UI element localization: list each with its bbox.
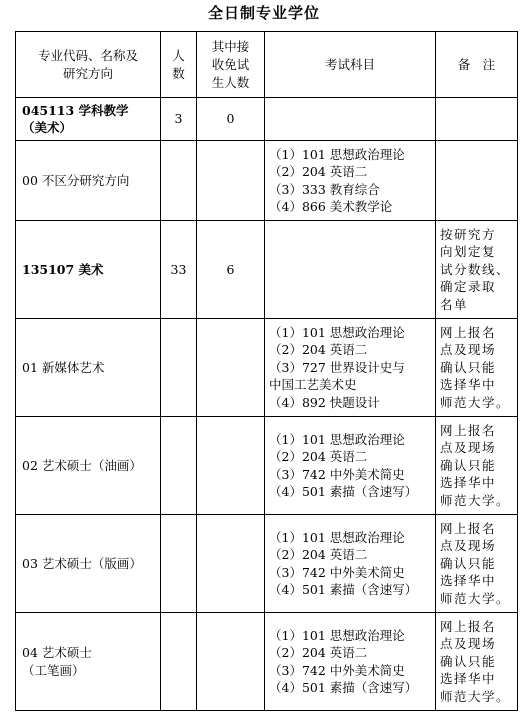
- major-cell: [16, 613, 161, 711]
- subject-line: （3）742 中外美术简史: [269, 466, 405, 482]
- note-cell: [436, 417, 518, 515]
- header-count: [161, 32, 197, 98]
- note-line: 师范大学。: [440, 492, 511, 508]
- exempt-cell: [197, 613, 265, 711]
- note-line: 点及现场: [440, 636, 497, 652]
- count-cell: [161, 141, 197, 221]
- header-exempt-line: 生人数: [211, 74, 250, 90]
- exempt-cell: [197, 319, 265, 417]
- count-cell: [161, 515, 197, 613]
- note-line: 向划定复: [440, 244, 497, 260]
- note-line: 点及现场: [440, 342, 497, 358]
- header-count-line: 人: [172, 47, 185, 63]
- note-line: 选择华中: [440, 573, 497, 589]
- note-line: 点及现场: [440, 538, 497, 554]
- subject-line: （4）866 美术教学论: [269, 199, 393, 214]
- note-cell: [436, 613, 518, 711]
- header-major-line: 研究方向: [62, 65, 113, 81]
- major-line: 01 新媒体艺术: [22, 359, 105, 375]
- subject-line: （2）204 英语二: [269, 645, 368, 660]
- count-cell: 3: [161, 98, 197, 141]
- subjects-cell: [265, 319, 436, 417]
- subject-line: （1）101 思想政治理论: [269, 627, 405, 643]
- count-cell: [161, 319, 197, 417]
- major-cell: [16, 417, 161, 515]
- subjects-cell: [265, 221, 436, 319]
- subject-line: （2）204 英语二: [269, 342, 368, 358]
- table-row: [16, 319, 518, 417]
- exempt-cell: [197, 515, 265, 613]
- note-line: 网上报名: [440, 422, 497, 438]
- note-line: 网上报名: [440, 520, 497, 536]
- subject-line: （1）101 思想政治理论: [269, 529, 405, 545]
- major-line: 045113 学科教学: [22, 102, 129, 118]
- subject-line: （1）101 思想政治理论: [269, 146, 405, 162]
- subject-line: （4）501 素描（含速写）: [269, 484, 418, 499]
- table-row: [16, 417, 518, 515]
- subjects-cell: [265, 613, 436, 711]
- header-major: [16, 32, 161, 98]
- major-cell: [16, 319, 161, 417]
- subject-line: （3）727 世界设计史与: [269, 359, 405, 375]
- header-row: [16, 32, 518, 98]
- major-line: 02 艺术硕士（油画）: [22, 457, 142, 473]
- note-line: 师范大学。: [440, 590, 511, 606]
- count-cell: [161, 417, 197, 515]
- admissions-table: [15, 31, 518, 711]
- count-cell: [161, 613, 197, 711]
- subject-line: （2）204 英语二: [269, 547, 368, 562]
- table-row: [16, 221, 518, 319]
- subject-line: （3）742 中外美术简史: [269, 662, 405, 678]
- note-line: 确定录取: [440, 279, 497, 295]
- exempt-cell: [197, 141, 265, 221]
- subject-line: （4）501 素描（含速写）: [269, 582, 418, 597]
- note-line: 确认只能: [440, 457, 497, 473]
- note-line: 确认只能: [440, 359, 497, 375]
- note-cell: [436, 98, 518, 141]
- table-row: [16, 613, 518, 711]
- header-note: 备 注: [436, 32, 518, 98]
- note-cell: [436, 141, 518, 221]
- subject-line: （2）204 英语二: [269, 449, 368, 464]
- note-line: 选择华中: [440, 377, 497, 393]
- header-major-line: 专业代码、名称及: [37, 47, 138, 63]
- note-line: 网上报名: [440, 324, 497, 340]
- subjects-cell: [265, 515, 436, 613]
- subjects-cell: [265, 98, 436, 141]
- subject-line: （1）101 思想政治理论: [269, 431, 405, 447]
- exempt-cell: 6: [197, 221, 265, 319]
- note-line: 师范大学。: [440, 688, 511, 704]
- header-exempt: [197, 32, 265, 98]
- note-cell: [436, 319, 518, 417]
- subject-line: （4）501 素描（含速写）: [269, 680, 418, 695]
- table-row: [16, 141, 518, 221]
- page-title: 全日制专业学位: [207, 4, 320, 22]
- subject-line: （3）742 中外美术简史: [269, 564, 405, 580]
- exempt-cell: 0: [197, 98, 265, 141]
- note-line: 网上报名: [440, 618, 497, 634]
- table-row: [16, 515, 518, 613]
- subject-line: （3）333 教育综合: [269, 181, 380, 197]
- header-exam: 考试科目: [265, 32, 436, 98]
- major-line: 135107 美术: [22, 261, 104, 277]
- header-count-line: 数: [172, 65, 185, 81]
- header-exempt-line: 其中接: [211, 38, 250, 54]
- note-line: 选择华中: [440, 671, 497, 687]
- major-cell: [16, 141, 161, 221]
- note-line: 按研究方: [440, 226, 497, 242]
- note-line: 确认只能: [440, 653, 497, 669]
- major-line: （美术）: [22, 120, 73, 135]
- note-line: 点及现场: [440, 440, 497, 456]
- note-line: 试分数线、: [440, 261, 511, 277]
- major-line: 00 不区分研究方向: [22, 172, 130, 188]
- major-cell: [16, 221, 161, 319]
- major-cell: [16, 98, 161, 141]
- header-exempt-line: 收免试: [211, 56, 250, 72]
- note-line: 确认只能: [440, 555, 497, 571]
- subject-line: （1）101 思想政治理论: [269, 324, 405, 340]
- subject-line: （4）892 快题设计: [269, 394, 380, 410]
- subject-line: 中国工艺美术史: [269, 377, 357, 393]
- note-cell: [436, 515, 518, 613]
- major-line: 03 艺术硕士（版画）: [22, 555, 142, 571]
- exempt-cell: [197, 417, 265, 515]
- note-line: 师范大学。: [440, 394, 511, 410]
- subject-line: （2）204 英语二: [269, 164, 368, 179]
- note-cell: [436, 221, 518, 319]
- major-cell: [16, 515, 161, 613]
- note-line: 名单: [440, 296, 469, 312]
- count-cell: 33: [161, 221, 197, 319]
- subjects-cell: [265, 141, 436, 221]
- table-row: [16, 98, 518, 141]
- major-line: 04 艺术硕士: [22, 645, 92, 660]
- major-line: （工笔画）: [22, 662, 85, 678]
- note-line: 选择华中: [440, 475, 497, 491]
- subjects-cell: [265, 417, 436, 515]
